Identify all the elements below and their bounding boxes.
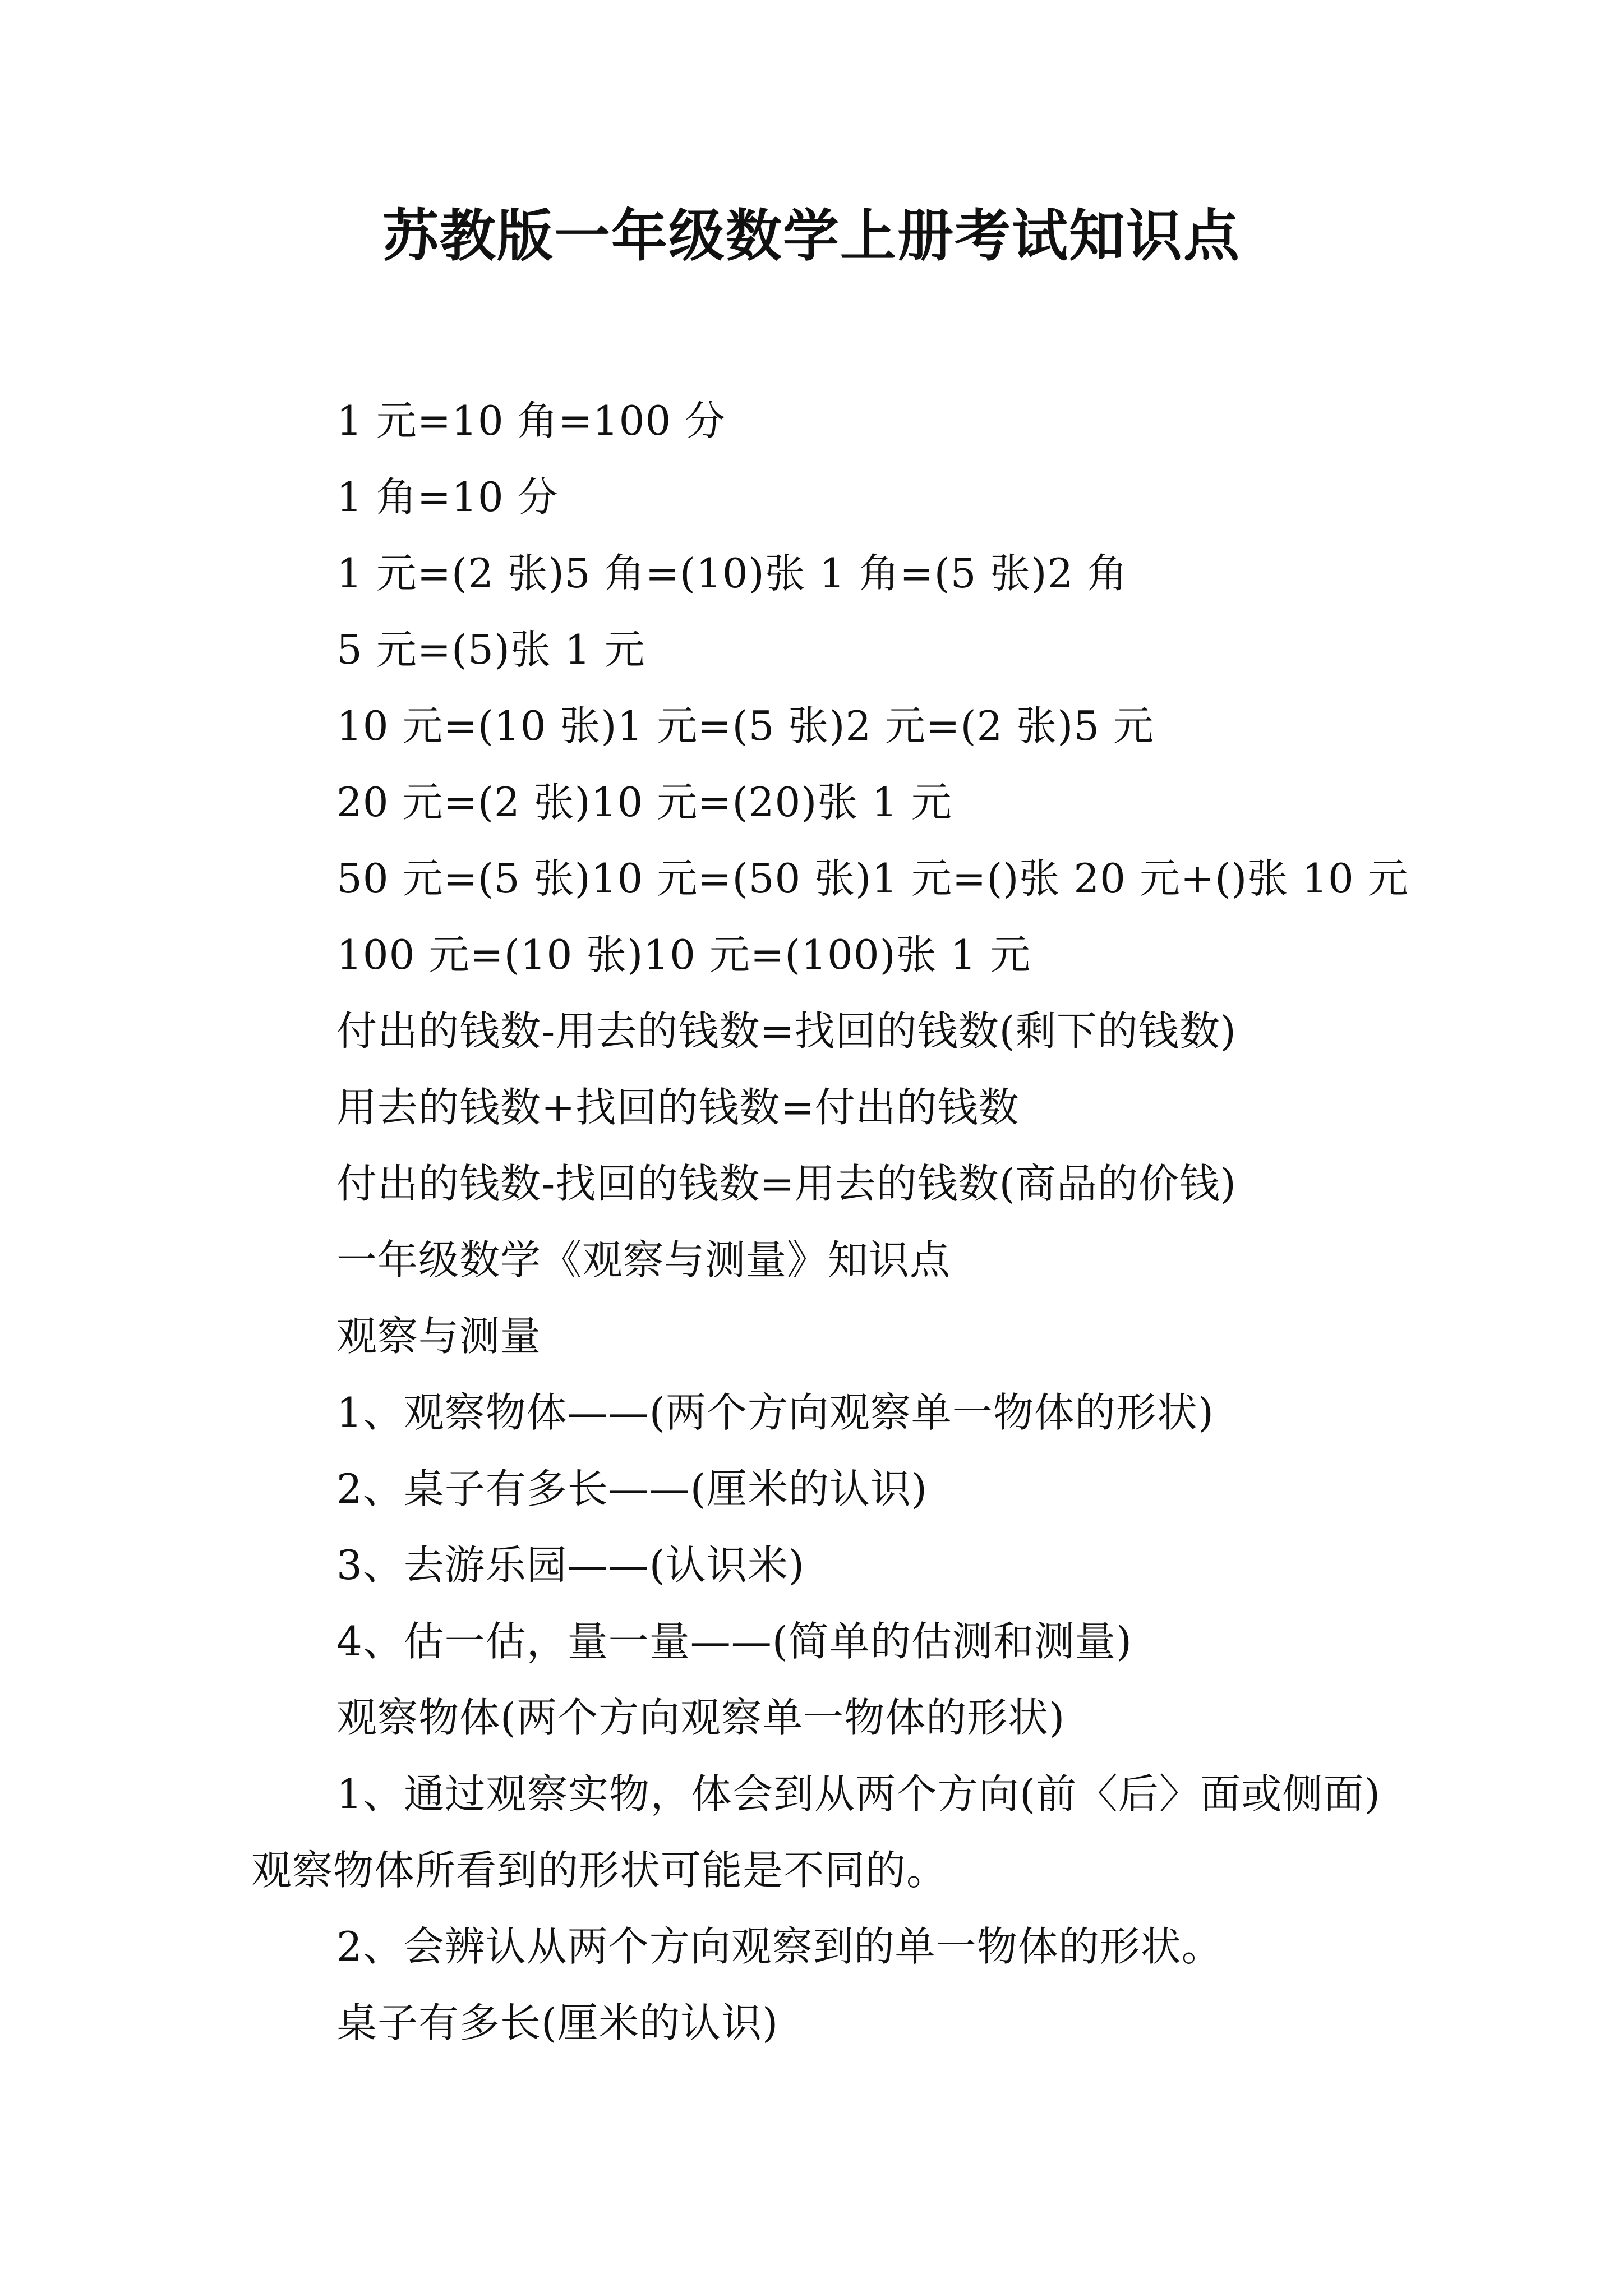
section-heading: 观察与测量: [336, 1313, 542, 1360]
text-line: 付出的钱数-用去的钱数=找回的钱数(剩下的钱数): [336, 1007, 1237, 1055]
text-line: 10 元=(10 张)1 元=(5 张)2 元=(2 张)5 元: [336, 702, 1155, 749]
text-line: 1 角=10 分: [336, 473, 559, 521]
text-line: 20 元=(2 张)10 元=(20)张 1 元: [336, 779, 952, 826]
list-item: 2、会辨认从两个方向观察到的单一物体的形状。: [336, 1923, 1223, 1970]
text-line: 100 元=(10 张)10 元=(100)张 1 元: [336, 931, 1031, 978]
list-item: 3、去游乐园——(认识米): [336, 1542, 805, 1589]
section-heading: 桌子有多长(厘米的认识): [336, 1999, 779, 2046]
text-line: 50 元=(5 张)10 元=(50 张)1 元=()张 20 元+()张 10 元: [336, 855, 1409, 902]
text-line: 1 元=10 角=100 分: [336, 397, 726, 444]
text-line: 用去的钱数+找回的钱数=付出的钱数: [336, 1084, 1020, 1131]
document-title: 苏教版一年级数学上册考试知识点: [382, 203, 1241, 269]
list-item: 1、观察物体——(两个方向观察单一物体的形状): [336, 1389, 1214, 1436]
list-item: 2、桌子有多长——(厘米的认识): [336, 1465, 928, 1512]
section-heading: 一年级数学《观察与测量》知识点: [336, 1236, 951, 1283]
section-heading: 观察物体(两个方向观察单一物体的形状): [336, 1694, 1066, 1741]
text-line: 5 元=(5)张 1 元: [336, 626, 645, 673]
document-body: [251, 383, 1409, 2061]
list-item: 4、估一估，量一量——(简单的估测和测量): [336, 1618, 1132, 1665]
text-line: 付出的钱数-找回的钱数=用去的钱数(商品的价钱): [336, 1160, 1237, 1207]
text-line: 1 元=(2 张)5 角=(10)张 1 角=(5 张)2 角: [336, 550, 1128, 597]
paragraph: 1、通过观察实物，体会到从两个方向(前〈后〉面或侧面)观察物体所看到的形状可能是不同的。: [251, 1770, 1381, 1894]
